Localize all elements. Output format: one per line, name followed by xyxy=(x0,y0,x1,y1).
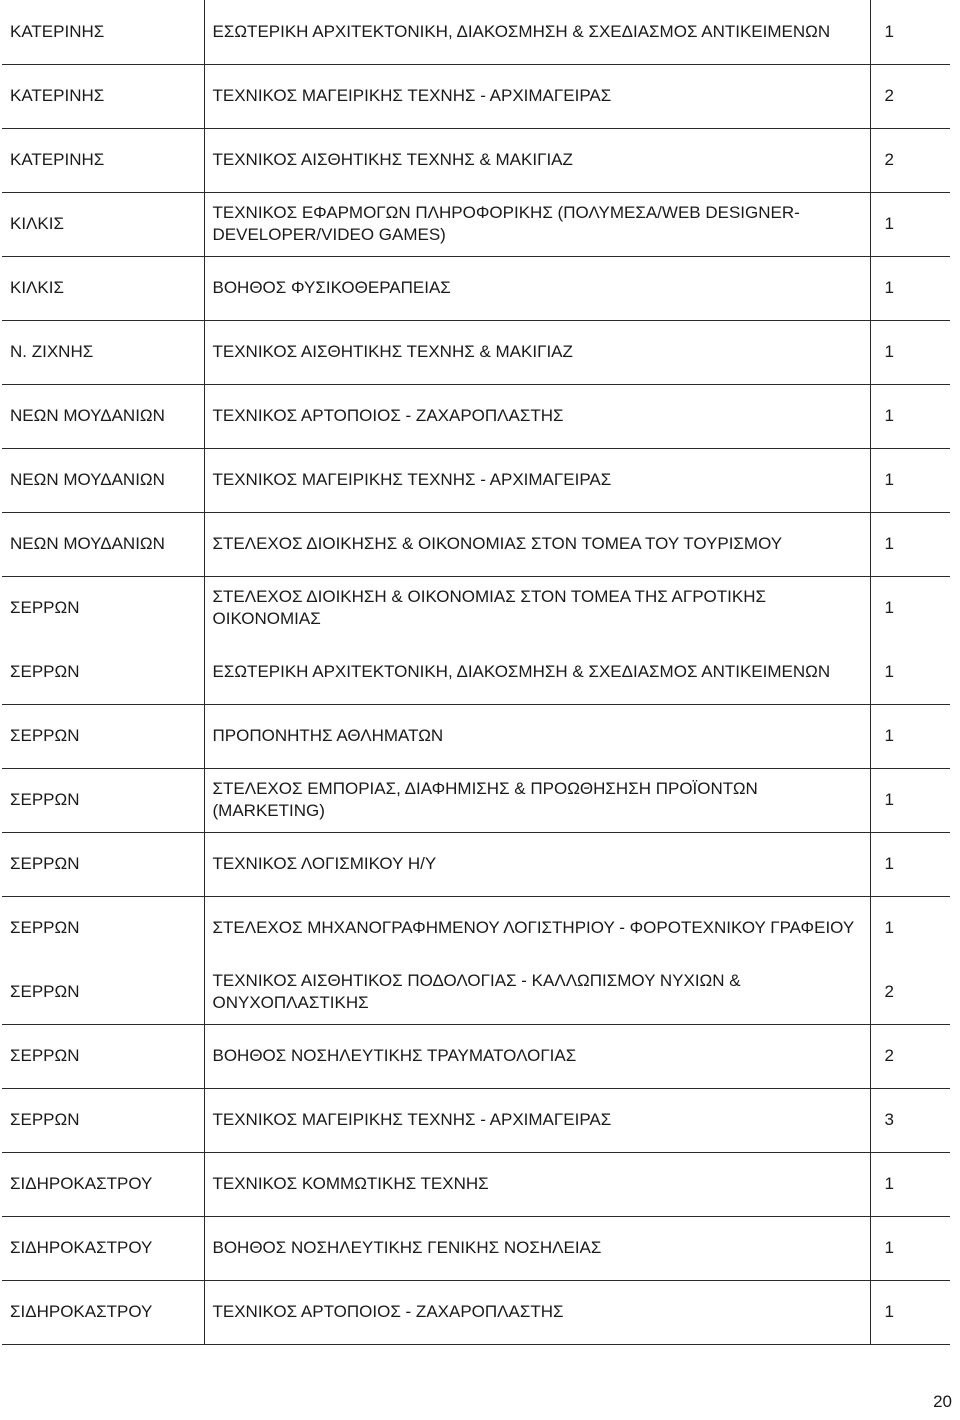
region-cell: ΣΕΡΡΩΝ xyxy=(2,640,204,704)
table-row xyxy=(2,768,950,832)
count-cell: 1 xyxy=(870,896,950,960)
count-cell: 1 xyxy=(870,640,950,704)
table-row xyxy=(2,64,950,128)
table-row xyxy=(2,704,950,768)
count-cell: 1 xyxy=(870,448,950,512)
table-row xyxy=(2,384,950,448)
table-row xyxy=(2,960,950,1024)
region-cell: ΝΕΩΝ ΜΟΥΔΑΝΙΩΝ xyxy=(2,384,204,448)
specialty-cell: ΤΕΧΝΙΚΟΣ ΑΙΣΘΗΤΙΚΗΣ ΤΕΧΝΗΣ & ΜΑΚΙΓΙΑΖ xyxy=(204,320,870,384)
region-cell: ΣΕΡΡΩΝ xyxy=(2,960,204,1024)
count-cell: 1 xyxy=(870,0,950,64)
count-cell: 2 xyxy=(870,1024,950,1088)
count-cell: 1 xyxy=(870,384,950,448)
table-row xyxy=(2,512,950,576)
region-cell: ΣΕΡΡΩΝ xyxy=(2,832,204,896)
region-cell: ΣΕΡΡΩΝ xyxy=(2,576,204,640)
region-cell: ΣΕΡΡΩΝ xyxy=(2,704,204,768)
count-cell: 2 xyxy=(870,960,950,1024)
region-cell: ΣΙΔΗΡΟΚΑΣΤΡΟΥ xyxy=(2,1280,204,1344)
region-cell: ΚΙΛΚΙΣ xyxy=(2,192,204,256)
region-cell: ΣΕΡΡΩΝ xyxy=(2,768,204,832)
specialty-cell: ΤΕΧΝΙΚΟΣ ΑΙΣΘΗΤΙΚΟΣ ΠΟΔΟΛΟΓΙΑΣ - ΚΑΛΛΩΠΙΣΜΟΥ ΝΥΧΙΩΝ & ΟΝΥΧΟΠΛΑΣΤΙΚΗΣ xyxy=(204,960,870,1024)
specialty-cell: ΤΕΧΝΙΚΟΣ ΑΡΤΟΠΟΙΟΣ - ΖΑΧΑΡΟΠΛΑΣΤΗΣ xyxy=(204,384,870,448)
specialty-cell: ΕΣΩΤΕΡΙΚΗ ΑΡΧΙΤΕΚΤΟΝΙΚΗ, ΔΙΑΚΟΣΜΗΣΗ & ΣΧΕΔΙΑΣΜΟΣ ΑΝΤΙΚΕΙΜΕΝΩΝ xyxy=(204,0,870,64)
region-cell: ΝΕΩΝ ΜΟΥΔΑΝΙΩΝ xyxy=(2,448,204,512)
table-row xyxy=(2,128,950,192)
table-row xyxy=(2,576,950,640)
specialty-cell: ΤΕΧΝΙΚΟΣ ΜΑΓΕΙΡΙΚΗΣ ΤΕΧΝΗΣ - ΑΡΧΙΜΑΓΕΙΡΑΣ xyxy=(204,1088,870,1152)
specialty-cell: ΤΕΧΝΙΚΟΣ ΑΡΤΟΠΟΙΟΣ - ΖΑΧΑΡΟΠΛΑΣΤΗΣ xyxy=(204,1280,870,1344)
region-cell: ΣΙΔΗΡΟΚΑΣΤΡΟΥ xyxy=(2,1152,204,1216)
region-cell: ΚΑΤΕΡΙΝΗΣ xyxy=(2,64,204,128)
table-row xyxy=(2,896,950,960)
table-row xyxy=(2,1088,950,1152)
table-row xyxy=(2,320,950,384)
specialty-cell: ΤΕΧΝΙΚΟΣ ΛΟΓΙΣΜΙΚΟΥ Η/Υ xyxy=(204,832,870,896)
specialty-cell: ΕΣΩΤΕΡΙΚΗ ΑΡΧΙΤΕΚΤΟΝΙΚΗ, ΔΙΑΚΟΣΜΗΣΗ & ΣΧΕΔΙΑΣΜΟΣ ΑΝΤΙΚΕΙΜΕΝΩΝ xyxy=(204,640,870,704)
table-row xyxy=(2,192,950,256)
page-number: 20 xyxy=(933,1392,952,1411)
count-cell: 1 xyxy=(870,832,950,896)
specialty-cell: ΒΟΗΘΟΣ ΝΟΣΗΛΕΥΤΙΚΗΣ ΓΕΝΙΚΗΣ ΝΟΣΗΛΕΙΑΣ xyxy=(204,1216,870,1280)
allocation-table xyxy=(2,0,950,1345)
region-cell: ΣΕΡΡΩΝ xyxy=(2,1024,204,1088)
table-row xyxy=(2,640,950,704)
table-row xyxy=(2,832,950,896)
specialty-cell: ΤΕΧΝΙΚΟΣ ΜΑΓΕΙΡΙΚΗΣ ΤΕΧΝΗΣ - ΑΡΧΙΜΑΓΕΙΡΑΣ xyxy=(204,64,870,128)
region-cell: ΣΕΡΡΩΝ xyxy=(2,896,204,960)
count-cell: 1 xyxy=(870,704,950,768)
region-cell: ΚΙΛΚΙΣ xyxy=(2,256,204,320)
specialty-cell: ΤΕΧΝΙΚΟΣ ΚΟΜΜΩΤΙΚΗΣ ΤΕΧΝΗΣ xyxy=(204,1152,870,1216)
table-row xyxy=(2,256,950,320)
count-cell: 1 xyxy=(870,576,950,640)
specialty-cell: ΒΟΗΘΟΣ ΝΟΣΗΛΕΥΤΙΚΗΣ ΤΡΑΥΜΑΤΟΛΟΓΙΑΣ xyxy=(204,1024,870,1088)
specialty-cell: ΣΤΕΛΕΧΟΣ ΜΗΧΑΝΟΓΡΑΦΗΜΕΝΟΥ ΛΟΓΙΣΤΗΡΙΟΥ - ΦΟΡΟΤΕΧΝΙΚΟΥ ΓΡΑΦΕΙΟΥ xyxy=(204,896,870,960)
region-cell: ΣΕΡΡΩΝ xyxy=(2,1088,204,1152)
specialty-cell: ΤΕΧΝΙΚΟΣ ΜΑΓΕΙΡΙΚΗΣ ΤΕΧΝΗΣ - ΑΡΧΙΜΑΓΕΙΡΑΣ xyxy=(204,448,870,512)
region-cell: ΣΙΔΗΡΟΚΑΣΤΡΟΥ xyxy=(2,1216,204,1280)
specialty-cell: ΤΕΧΝΙΚΟΣ ΕΦΑΡΜΟΓΩΝ ΠΛΗΡΟΦΟΡΙΚΗΣ (ΠΟΛΥΜΕΣΑ/WEB DESIGNER-DEVELOPER/VIDEO GAMES) xyxy=(204,192,870,256)
count-cell: 1 xyxy=(870,320,950,384)
specialty-cell: ΠΡΟΠΟΝΗΤΗΣ ΑΘΛΗΜΑΤΩΝ xyxy=(204,704,870,768)
count-cell: 2 xyxy=(870,128,950,192)
region-cell: ΚΑΤΕΡΙΝΗΣ xyxy=(2,128,204,192)
region-cell: ΚΑΤΕΡΙΝΗΣ xyxy=(2,0,204,64)
specialty-cell: ΤΕΧΝΙΚΟΣ ΑΙΣΘΗΤΙΚΗΣ ΤΕΧΝΗΣ & ΜΑΚΙΓΙΑΖ xyxy=(204,128,870,192)
table-row xyxy=(2,1280,950,1344)
count-cell: 1 xyxy=(870,1152,950,1216)
table-row xyxy=(2,1024,950,1088)
specialty-cell: ΣΤΕΛΕΧΟΣ ΔΙΟΙΚΗΣΗΣ & ΟΙΚΟΝΟΜΙΑΣ ΣΤΟΝ ΤΟΜΕΑ ΤΟΥ ΤΟΥΡΙΣΜΟΥ xyxy=(204,512,870,576)
count-cell: 1 xyxy=(870,512,950,576)
count-cell: 2 xyxy=(870,64,950,128)
table-row xyxy=(2,448,950,512)
specialty-cell: ΒΟΗΘΟΣ ΦΥΣΙΚΟΘΕΡΑΠΕΙΑΣ xyxy=(204,256,870,320)
count-cell: 1 xyxy=(870,256,950,320)
count-cell: 3 xyxy=(870,1088,950,1152)
count-cell: 1 xyxy=(870,192,950,256)
count-cell: 1 xyxy=(870,1216,950,1280)
table-row xyxy=(2,1152,950,1216)
table-row xyxy=(2,1216,950,1280)
table-row xyxy=(2,0,950,64)
specialty-cell: ΣΤΕΛΕΧΟΣ ΕΜΠΟΡΙΑΣ, ΔΙΑΦΗΜΙΣΗΣ & ΠΡΟΩΘΗΣΗΣΗ ΠΡΟΪΟΝΤΩΝ (MARKETING) xyxy=(204,768,870,832)
region-cell: ΝΕΩΝ ΜΟΥΔΑΝΙΩΝ xyxy=(2,512,204,576)
specialty-cell: ΣΤΕΛΕΧΟΣ ΔΙΟΙΚΗΣΗ & ΟΙΚΟΝΟΜΙΑΣ ΣΤΟΝ ΤΟΜΕΑ ΤΗΣ ΑΓΡΟΤΙΚΗΣ ΟΙΚΟΝΟΜΙΑΣ xyxy=(204,576,870,640)
count-cell: 1 xyxy=(870,1280,950,1344)
region-cell: Ν. ΖΙΧΝΗΣ xyxy=(2,320,204,384)
count-cell: 1 xyxy=(870,768,950,832)
